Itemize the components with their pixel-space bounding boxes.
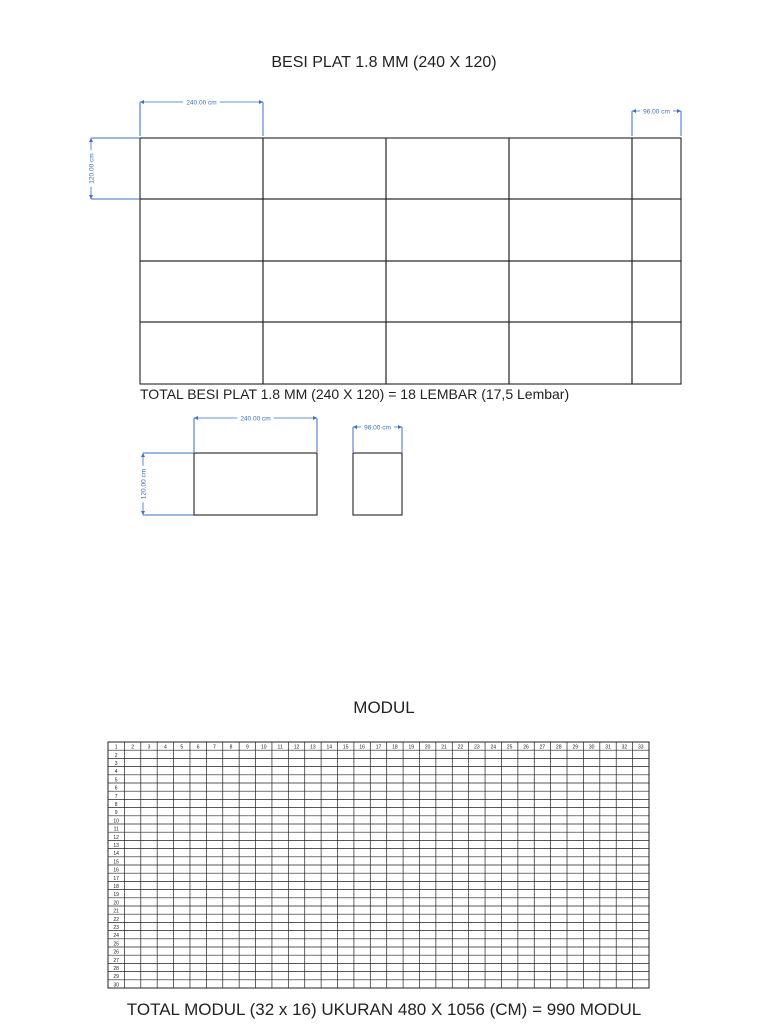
module-column-number: 2 (131, 744, 134, 751)
module-row-number: 12 (113, 834, 119, 841)
plate-cell (263, 322, 386, 384)
plate-cell (632, 261, 681, 322)
dimension-label: 120.00 cm (88, 153, 96, 184)
plate-cell (386, 322, 509, 384)
module-column-number: 9 (245, 744, 249, 751)
module-column-number: 6 (196, 744, 200, 751)
total-modules-label: TOTAL MODUL (32 x 16) UKURAN 480 X 1056 (CM) = 990 MODUL (126, 1000, 642, 1019)
dimension-label: 240.00 cm (186, 99, 217, 107)
module-column-number: 32 (621, 744, 628, 751)
module-row-number: 5 (114, 777, 118, 784)
module-row-number: 16 (113, 867, 119, 874)
remainder-plate-piece (353, 453, 402, 515)
total-plates-label: TOTAL BESI PLAT 1.8 MM (240 X 120) = 18 LEMBAR (17,5 Lembar) (140, 386, 570, 402)
module-column-number: 12 (293, 744, 300, 751)
module-row-number: 25 (113, 941, 119, 948)
plate-cell (140, 199, 263, 261)
module-column-number: 5 (180, 744, 184, 751)
module-row-number: 4 (114, 769, 118, 776)
module-column-number: 11 (277, 744, 283, 751)
module-row-number: 6 (114, 785, 118, 792)
module-column-number: 26 (523, 744, 529, 751)
full-plate-piece (194, 453, 317, 515)
module-row-number: 9 (114, 810, 118, 817)
module-column-number: 29 (572, 744, 579, 751)
plate-cell (140, 261, 263, 322)
plate-cell (386, 261, 509, 322)
single-plate-pieces (194, 453, 402, 515)
module-title: MODUL (353, 698, 415, 717)
module-column-number: 10 (260, 744, 267, 751)
plate-cell (386, 199, 509, 261)
module-column-number: 28 (556, 744, 562, 751)
module-row-number: 29 (113, 974, 119, 981)
plate-cell (509, 138, 632, 199)
module-row-number: 1 (114, 744, 118, 751)
module-row-number: 20 (113, 900, 119, 907)
plate-cell (509, 322, 632, 384)
module-column-number: 7 (213, 744, 216, 751)
module-row-number: 14 (113, 851, 119, 858)
module-column-number: 21 (441, 744, 447, 751)
module-column-number: 4 (163, 744, 167, 751)
module-row-number: 28 (113, 966, 119, 972)
module-row-number: 15 (113, 859, 119, 866)
module-column-number: 15 (342, 744, 349, 751)
module-column-number: 31 (605, 744, 611, 751)
module-row-number: 3 (114, 761, 118, 767)
dimension-label: 120.00 cm (140, 468, 148, 500)
module-row-number: 23 (113, 925, 119, 931)
module-column-number: 27 (539, 744, 546, 751)
module-grid (108, 742, 649, 988)
module-column-number: 19 (408, 744, 415, 751)
module-row-number: 21 (113, 908, 119, 915)
module-column-number: 33 (638, 744, 644, 751)
module-column-number: 17 (375, 744, 382, 751)
module-column-number: 24 (490, 744, 497, 751)
plate-cell (509, 199, 632, 261)
plate-cell (263, 199, 386, 261)
module-column-number: 18 (392, 744, 398, 751)
module-row-number: 24 (113, 933, 119, 940)
plate-cell (140, 138, 263, 199)
page-title: BESI PLAT 1.8 MM (240 X 120) (271, 54, 497, 71)
module-column-number: 25 (506, 744, 513, 751)
module-row-number: 18 (113, 884, 119, 890)
plate-cell (386, 138, 509, 199)
module-column-number: 20 (424, 744, 431, 751)
module-column-number: 16 (359, 744, 365, 751)
dimension-label: 96.00 cm (643, 108, 670, 116)
module-row-number: 19 (113, 892, 119, 899)
plate-sheet-grid (140, 138, 681, 384)
module-row-number: 8 (114, 802, 118, 808)
module-row-number: 7 (114, 793, 118, 800)
module-row-number: 26 (113, 949, 119, 956)
module-row-number: 11 (113, 826, 119, 833)
dimension-label: 96.00 cm (364, 424, 391, 432)
module-column-number: 14 (326, 744, 333, 751)
module-row-number: 30 (113, 982, 119, 989)
module-column-number: 8 (229, 744, 233, 751)
module-row-number: 13 (113, 843, 119, 849)
plate-cell (263, 138, 386, 199)
plate-cell (263, 261, 386, 322)
plate-cell (509, 261, 632, 322)
plate-cell (632, 199, 681, 261)
plate-cell (632, 322, 681, 384)
plate-cell (632, 138, 681, 199)
module-row-number: 10 (113, 818, 119, 825)
module-row-number: 2 (114, 752, 118, 759)
module-column-number: 23 (474, 744, 480, 751)
plate-cell (140, 322, 263, 384)
module-column-number: 22 (457, 744, 464, 751)
module-column-number: 3 (147, 744, 151, 751)
module-row-number: 22 (113, 916, 119, 923)
module-row-number: 27 (113, 957, 119, 964)
module-column-number: 30 (588, 744, 595, 751)
module-row-number: 17 (113, 875, 119, 882)
dimension-label: 240.00 cm (240, 415, 271, 423)
module-column-number: 13 (310, 744, 316, 751)
